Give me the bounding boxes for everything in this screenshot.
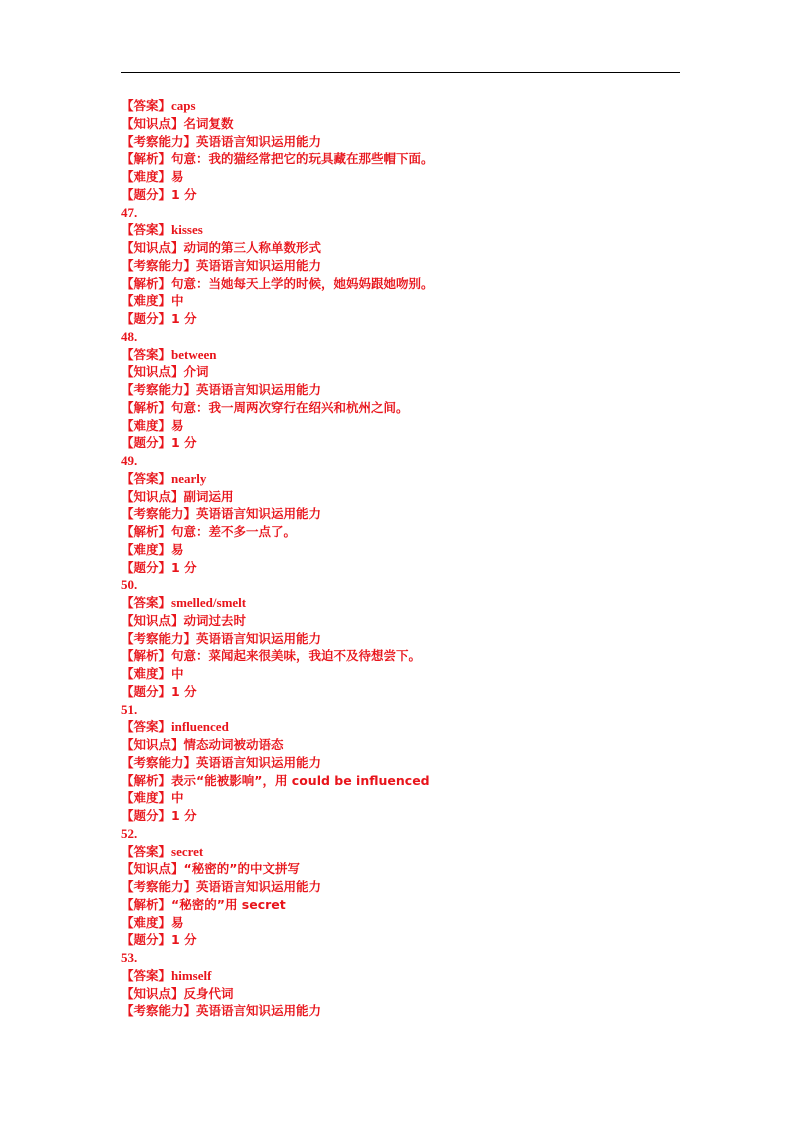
tested-ability-value: 英语语言知识运用能力 xyxy=(196,754,322,770)
answer-value: kisses xyxy=(171,222,203,238)
score-label: 【题分】 xyxy=(121,683,172,699)
answer-label: 【答案】 xyxy=(121,222,172,238)
tested-ability-line xyxy=(121,754,681,772)
answer-line xyxy=(121,221,681,239)
score-value: 1 分 xyxy=(171,435,197,451)
tested-ability-value: 英语语言知识运用能力 xyxy=(196,1003,322,1019)
knowledge-point-value: 动词过去时 xyxy=(183,612,247,628)
tested-ability-label: 【考察能力】 xyxy=(121,754,197,770)
difficulty-value: 易 xyxy=(171,417,184,433)
tested-ability-line xyxy=(121,1002,681,1020)
difficulty-label: 【难度】 xyxy=(121,417,172,433)
question-number xyxy=(121,701,681,719)
difficulty-label: 【难度】 xyxy=(121,914,172,930)
question-number xyxy=(121,825,681,843)
explanation-label: 【解析】 xyxy=(121,772,172,788)
knowledge-point-label: 【知识点】 xyxy=(121,985,184,1001)
score-line xyxy=(121,310,681,328)
tested-ability-value: 英语语言知识运用能力 xyxy=(196,630,322,646)
answer-line xyxy=(121,470,681,488)
knowledge-point-line xyxy=(121,985,681,1003)
difficulty-line xyxy=(121,665,681,683)
header-rule xyxy=(121,72,680,73)
score-label: 【题分】 xyxy=(121,932,172,948)
explanation-value: 句意：当她每天上学的时候，她妈妈跟她吻别。 xyxy=(171,275,434,291)
score-line xyxy=(121,683,681,701)
score-line xyxy=(121,807,681,825)
knowledge-point-label: 【知识点】 xyxy=(121,115,184,131)
score-value: 1 分 xyxy=(171,559,197,575)
question-number-text: 47. xyxy=(121,204,138,220)
score-label: 【题分】 xyxy=(121,808,172,823)
difficulty-value: 易 xyxy=(171,169,184,184)
explanation-label: 【解析】 xyxy=(121,151,172,167)
knowledge-point-value: “秘密的”的中文拼写 xyxy=(183,861,300,877)
difficulty-label: 【难度】 xyxy=(121,169,172,184)
difficulty-line xyxy=(121,168,681,186)
score-value: 1 分 xyxy=(171,808,197,823)
tested-ability-label: 【考察能力】 xyxy=(121,382,197,397)
knowledge-point-value: 情态动词被动语态 xyxy=(183,737,284,752)
explanation-label: 【解析】 xyxy=(121,524,172,539)
score-line xyxy=(121,186,681,204)
difficulty-label: 【难度】 xyxy=(121,541,172,557)
score-value: 1 分 xyxy=(171,932,197,948)
answer-label: 【答案】 xyxy=(121,98,172,113)
explanation-label: 【解析】 xyxy=(121,896,172,912)
difficulty-value: 易 xyxy=(171,914,184,930)
question-number-text: 52. xyxy=(121,825,138,841)
explanation-value: 句意：差不多一点了。 xyxy=(171,524,297,539)
answer-label: 【答案】 xyxy=(121,595,172,610)
tested-ability-value: 英语语言知识运用能力 xyxy=(196,382,322,397)
question-number xyxy=(121,328,681,346)
score-value: 1 分 xyxy=(171,186,197,202)
knowledge-point-label: 【知识点】 xyxy=(121,612,184,628)
answer-value: himself xyxy=(171,967,212,983)
knowledge-point-value: 动词的第三人称单数形式 xyxy=(183,240,322,255)
knowledge-point-line xyxy=(121,488,681,506)
score-value: 1 分 xyxy=(171,311,197,326)
answer-line xyxy=(121,97,681,115)
explanation-value: 句意：菜闻起来很美味，我迫不及待想尝下。 xyxy=(171,648,422,664)
difficulty-value: 中 xyxy=(171,293,184,309)
question-number-text: 53. xyxy=(121,950,138,965)
explanation-line xyxy=(121,772,681,790)
answer-key-content xyxy=(121,97,681,1020)
explanation-label: 【解析】 xyxy=(121,275,172,291)
difficulty-line xyxy=(121,541,681,559)
difficulty-label: 【难度】 xyxy=(121,293,172,309)
tested-ability-line xyxy=(121,630,681,648)
difficulty-label: 【难度】 xyxy=(121,790,172,806)
answer-line xyxy=(121,718,681,736)
knowledge-point-value: 副词运用 xyxy=(183,488,234,504)
tested-ability-label: 【考察能力】 xyxy=(121,879,197,894)
knowledge-point-line xyxy=(121,115,681,133)
tested-ability-label: 【考察能力】 xyxy=(121,257,197,273)
answer-value: nearly xyxy=(171,470,207,486)
answer-value: caps xyxy=(171,98,196,113)
tested-ability-line xyxy=(121,505,681,523)
knowledge-point-line xyxy=(121,736,681,754)
explanation-value: 句意：我一周两次穿行在绍兴和杭州之间。 xyxy=(171,399,409,415)
explanation-value: “秘密的”用 secret xyxy=(171,896,286,912)
tested-ability-line xyxy=(121,878,681,896)
explanation-line xyxy=(121,150,681,168)
answer-value: influenced xyxy=(171,719,229,735)
explanation-label: 【解析】 xyxy=(121,399,172,415)
answer-label: 【答案】 xyxy=(121,843,172,859)
answer-label: 【答案】 xyxy=(121,470,172,486)
tested-ability-value: 英语语言知识运用能力 xyxy=(196,506,322,522)
question-number xyxy=(121,949,681,967)
difficulty-value: 中 xyxy=(171,666,184,681)
knowledge-point-line xyxy=(121,239,681,257)
tested-ability-value: 英语语言知识运用能力 xyxy=(196,257,322,273)
score-label: 【题分】 xyxy=(121,311,172,326)
knowledge-point-value: 名词复数 xyxy=(183,115,234,131)
score-line xyxy=(121,559,681,577)
question-number xyxy=(121,204,681,222)
knowledge-point-value: 介词 xyxy=(183,364,209,380)
knowledge-point-line xyxy=(121,612,681,630)
difficulty-line xyxy=(121,292,681,310)
answer-value: secret xyxy=(171,843,204,859)
answer-line xyxy=(121,594,681,612)
explanation-value: 表示“能被影响”，用 could be influenced xyxy=(171,772,430,788)
tested-ability-label: 【考察能力】 xyxy=(121,1003,197,1019)
tested-ability-line xyxy=(121,133,681,151)
answer-label: 【答案】 xyxy=(121,346,172,362)
score-line xyxy=(121,931,681,949)
explanation-line xyxy=(121,399,681,417)
knowledge-point-value: 反身代词 xyxy=(183,985,234,1001)
difficulty-line xyxy=(121,914,681,932)
explanation-line xyxy=(121,896,681,914)
tested-ability-label: 【考察能力】 xyxy=(121,133,197,149)
score-label: 【题分】 xyxy=(121,559,172,575)
answer-label: 【答案】 xyxy=(121,967,172,983)
knowledge-point-label: 【知识点】 xyxy=(121,737,184,752)
question-number xyxy=(121,576,681,594)
difficulty-line xyxy=(121,417,681,435)
score-label: 【题分】 xyxy=(121,186,172,202)
tested-ability-label: 【考察能力】 xyxy=(121,630,197,646)
score-line xyxy=(121,434,681,452)
knowledge-point-label: 【知识点】 xyxy=(121,861,184,877)
question-number-text: 51. xyxy=(121,701,138,717)
tested-ability-value: 英语语言知识运用能力 xyxy=(196,133,322,149)
explanation-label: 【解析】 xyxy=(121,648,172,664)
answer-line xyxy=(121,346,681,364)
knowledge-point-label: 【知识点】 xyxy=(121,364,184,380)
difficulty-label: 【难度】 xyxy=(121,666,172,681)
tested-ability-line xyxy=(121,257,681,275)
score-label: 【题分】 xyxy=(121,435,172,451)
knowledge-point-line xyxy=(121,860,681,878)
question-number xyxy=(121,452,681,470)
question-number-text: 49. xyxy=(121,453,138,468)
difficulty-value: 易 xyxy=(171,541,184,557)
knowledge-point-label: 【知识点】 xyxy=(121,488,184,504)
difficulty-value: 中 xyxy=(171,790,184,806)
question-number-text: 50. xyxy=(121,577,138,593)
explanation-line xyxy=(121,647,681,665)
answer-value: between xyxy=(171,346,217,362)
explanation-line xyxy=(121,523,681,541)
answer-line xyxy=(121,967,681,985)
tested-ability-line xyxy=(121,381,681,399)
explanation-value: 句意：我的猫经常把它的玩具藏在那些帽下面。 xyxy=(171,151,434,167)
question-number-text: 48. xyxy=(121,328,138,344)
score-value: 1 分 xyxy=(171,683,197,699)
explanation-line xyxy=(121,275,681,293)
answer-label: 【答案】 xyxy=(121,719,172,735)
knowledge-point-label: 【知识点】 xyxy=(121,240,184,255)
tested-ability-label: 【考察能力】 xyxy=(121,506,197,522)
answer-value: smelled/smelt xyxy=(171,595,247,610)
knowledge-point-line xyxy=(121,363,681,381)
tested-ability-value: 英语语言知识运用能力 xyxy=(196,879,322,894)
answer-line xyxy=(121,843,681,861)
difficulty-line xyxy=(121,789,681,807)
